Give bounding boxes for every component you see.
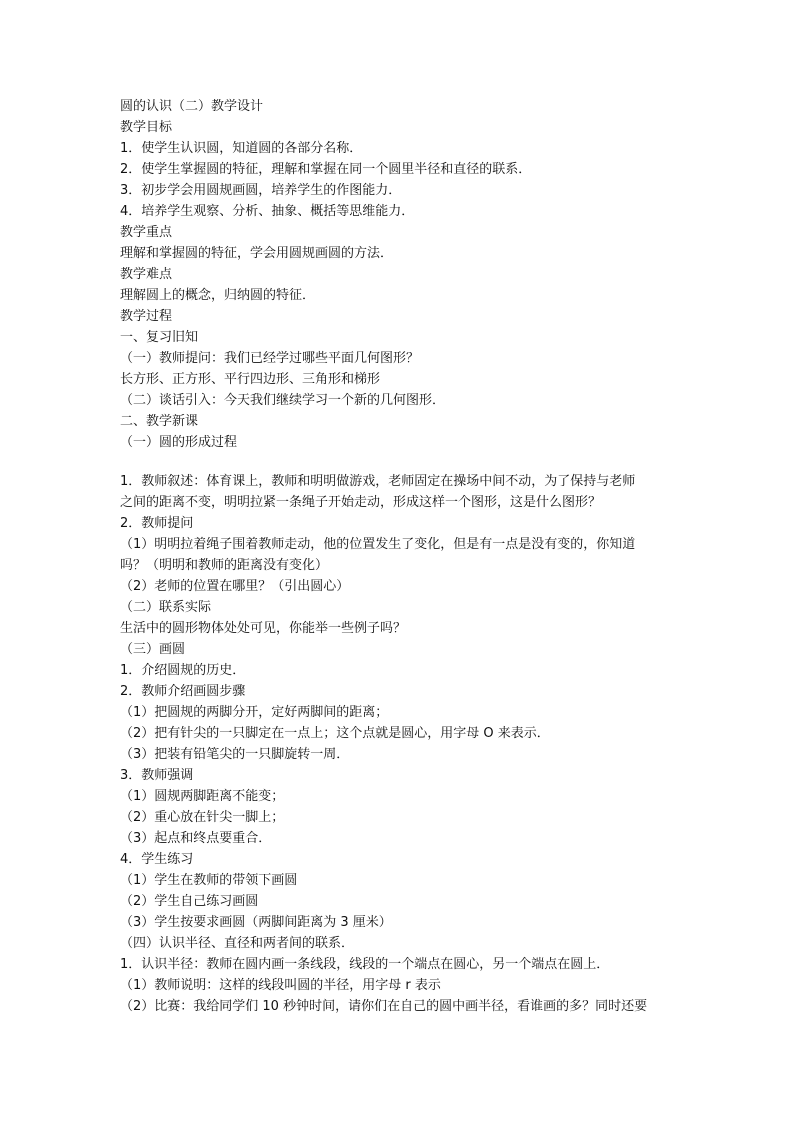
text-line: （1）教师说明：这样的线段叫圆的半径，用字母 r 表示 <box>120 978 441 993</box>
text-line: （1）明明拉着绳子围着教师走动，他的位置发生了变化，但是有一点是没有变的，你知道 <box>120 537 636 552</box>
text-line: （3）把装有铅笔尖的一只脚旋转一周． <box>120 747 350 762</box>
text-line: 2．教师提问 <box>120 516 194 531</box>
text-line: （1）学生在教师的带领下画圆 <box>120 873 298 888</box>
text-line: 4．学生练习 <box>120 852 194 867</box>
text-line: （2）老师的位置在哪里？（引出圆心） <box>120 579 350 594</box>
text-line: 教学目标 <box>120 120 173 135</box>
text-line: 教学难点 <box>120 267 173 282</box>
text-line: （一）教师提问：我们已经学过哪些平面几何图形？ <box>120 351 420 366</box>
text-line: 理解圆上的概念，归纳圆的特征． <box>120 288 316 303</box>
text-line: （2）把有针尖的一只脚定在一点上；这个点就是圆心，用字母 O 来表示． <box>120 726 550 741</box>
text-line: 3．教师强调 <box>120 768 194 783</box>
text-line: （四）认识半径、直径和两者间的联系． <box>120 936 355 951</box>
text-line: 教学重点 <box>120 225 173 240</box>
text-line: （二）谈话引入：今天我们继续学习一个新的几何图形． <box>120 393 446 408</box>
text-line: 1．介绍圆规的历史． <box>120 663 246 678</box>
text-line: （2）学生自己练习画圆 <box>120 894 259 909</box>
text-line: （3）学生按要求画圆（两脚间距离为 3 厘米） <box>120 915 392 930</box>
text-line: 4．培养学生观察、分析、抽象、概括等思维能力． <box>120 204 415 219</box>
text-line: 理解和掌握圆的特征，学会用圆规画圆的方法． <box>120 246 394 261</box>
text-line: 2．教师介绍画圆步骤 <box>120 684 246 699</box>
text-line: （1）把圆规的两脚分开，定好两脚间的距离； <box>120 705 389 720</box>
document-page <box>120 96 680 1017</box>
text-line: （二）联系实际 <box>120 600 212 615</box>
paragraph-gap <box>120 453 680 471</box>
text-line: （1）圆规两脚距离不能变； <box>120 789 285 804</box>
text-line: 2．使学生掌握圆的特征，理解和掌握在同一个圆里半径和直径的联系． <box>120 162 532 177</box>
text-line: 1．使学生认识圆，知道圆的各部分名称． <box>120 141 363 156</box>
text-line: 之间的距离不变，明明拉紧一条绳子开始走动，形成这样一个图形，这是什么图形？ <box>120 495 602 510</box>
text-line: 二、教学新课 <box>120 414 199 429</box>
text-line: 3．初步学会用圆规画圆，培养学生的作图能力． <box>120 183 402 198</box>
text-line: 1．教师叙述：体育课上，教师和明明做游戏，老师固定在操场中间不动，为了保持与老师 <box>120 474 636 489</box>
text-line: 长方形、正方形、平行四边形、三角形和梯形 <box>120 372 381 387</box>
text-line: （2）重心放在针尖一脚上； <box>120 810 285 825</box>
text-line: 1．认识半径：教师在圆内画一条线段，线段的一个端点在圆心，另一个端点在圆上． <box>120 957 610 972</box>
text-line: （三）画圆 <box>120 642 186 657</box>
text-line: 生活中的圆形物体处处可见，你能举一些例子吗？ <box>120 621 407 636</box>
text-line: （2）比赛：我给同学们 10 秒钟时间，请你们在自己的圆中画半径，看谁画的多？同时还要 <box>120 999 648 1014</box>
text-line: （3）起点和终点要重合． <box>120 831 272 846</box>
document-body <box>120 117 680 1017</box>
document-title: 圆的认识（二）教学设计 <box>120 99 264 114</box>
text-line: 一、复习旧知 <box>120 330 199 345</box>
text-line: （一）圆的形成过程 <box>120 435 238 450</box>
text-line: 吗？（明明和教师的距离没有变化） <box>120 558 329 573</box>
text-line: 教学过程 <box>120 309 173 324</box>
